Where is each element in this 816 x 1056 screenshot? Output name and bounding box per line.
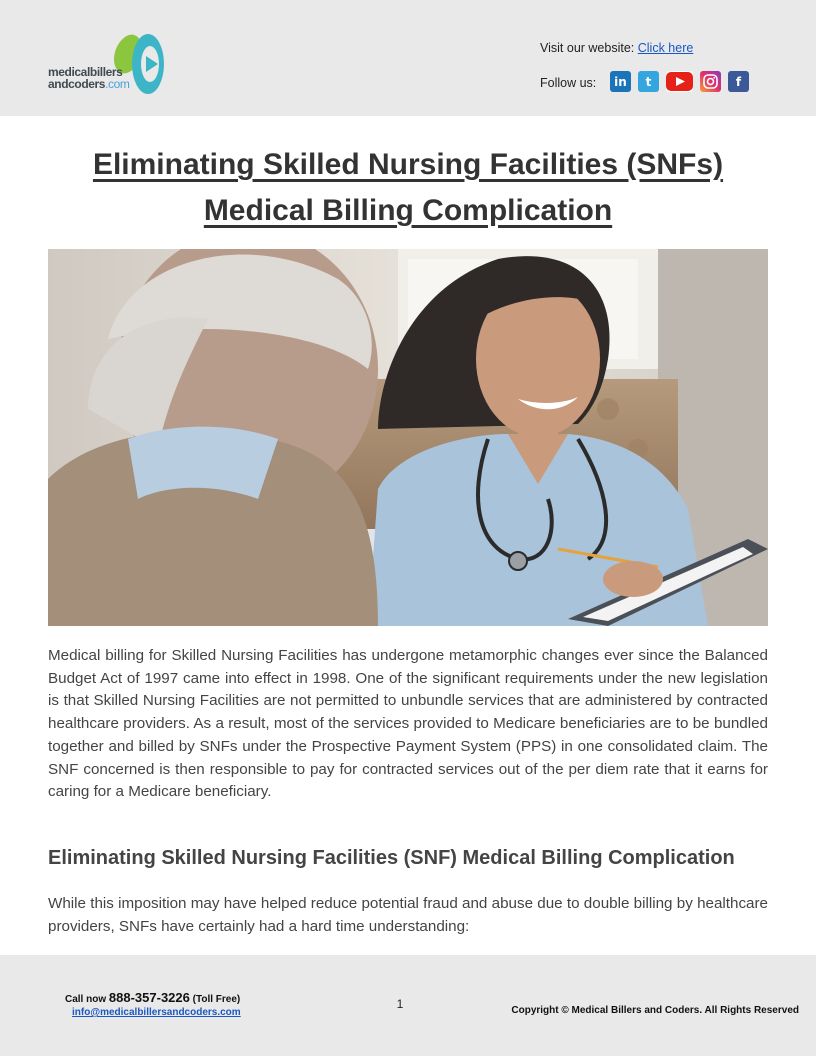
social-links — [610, 71, 749, 92]
logo-line2-suffix: .com — [105, 77, 130, 91]
call-now — [65, 990, 240, 1005]
logo-line1: medicalbillers — [48, 65, 123, 79]
follow-label: Follow us: — [540, 76, 597, 90]
section-heading: Eliminating Skilled Nursing Facilities (SNF) Medical Billing Complication — [48, 847, 735, 869]
instagram-icon[interactable] — [700, 71, 721, 92]
youtube-icon[interactable] — [666, 71, 693, 92]
call-prefix: Call now — [65, 994, 107, 1005]
email-link[interactable]: info@medicalbillersandcoders.com — [72, 1007, 241, 1018]
copyright-text: Copyright © Medical Billers and Coders. All Rights Reserved — [511, 1005, 799, 1016]
logo-line2-main: andcoders — [48, 77, 106, 91]
twitter-icon[interactable]: t — [638, 71, 659, 92]
page-number: 1 — [396, 997, 404, 1011]
visit-label: Visit our website: — [540, 41, 635, 55]
section-paragraph: While this imposition may have helped reduce potential fraud and abuse due to double billing by healthcare providers, SNFs have certainly had a hard time understanding: — [48, 895, 768, 935]
facebook-icon[interactable]: f — [728, 71, 749, 92]
linkedin-icon[interactable]: in — [610, 71, 631, 92]
article-title: Eliminating Skilled Nursing Facilities (SNFs) Medical Billing Complication — [92, 148, 724, 227]
visit-website — [540, 41, 693, 55]
website-link[interactable]: Click here — [637, 41, 694, 55]
logo-line2 — [48, 78, 130, 90]
instagram-camera-icon — [703, 74, 718, 89]
article-photo — [48, 249, 768, 626]
call-suffix: (Toll Free) — [192, 994, 241, 1005]
nurse-with-patient-image — [48, 249, 768, 626]
page-header — [0, 0, 816, 116]
phone-number[interactable]: 888-357-3226 — [108, 990, 190, 1005]
company-logo[interactable] — [46, 32, 176, 96]
intro-paragraph: Medical billing for Skilled Nursing Facilities has undergone metamorphic changes ever since the Balanced Budget Act of 1997 came into effect in 1998. One of the significant requirements under the new legislation is that Skilled Nursing Facilities are not permitted to unbundle services that are administered by contracted healthcare providers. As a result, most of the services provided to Medicare beneficiaries are to be bundled together and billed by SNFs under the Prospective Payment System (PPS) in one consolidated claim. The SNF concerned is then responsible to pay for contracted services out of the per diem rate that it earns for caring for a Medicare beneficiary. — [48, 647, 768, 801]
youtube-play-icon — [666, 72, 693, 91]
logo-text — [48, 66, 130, 90]
